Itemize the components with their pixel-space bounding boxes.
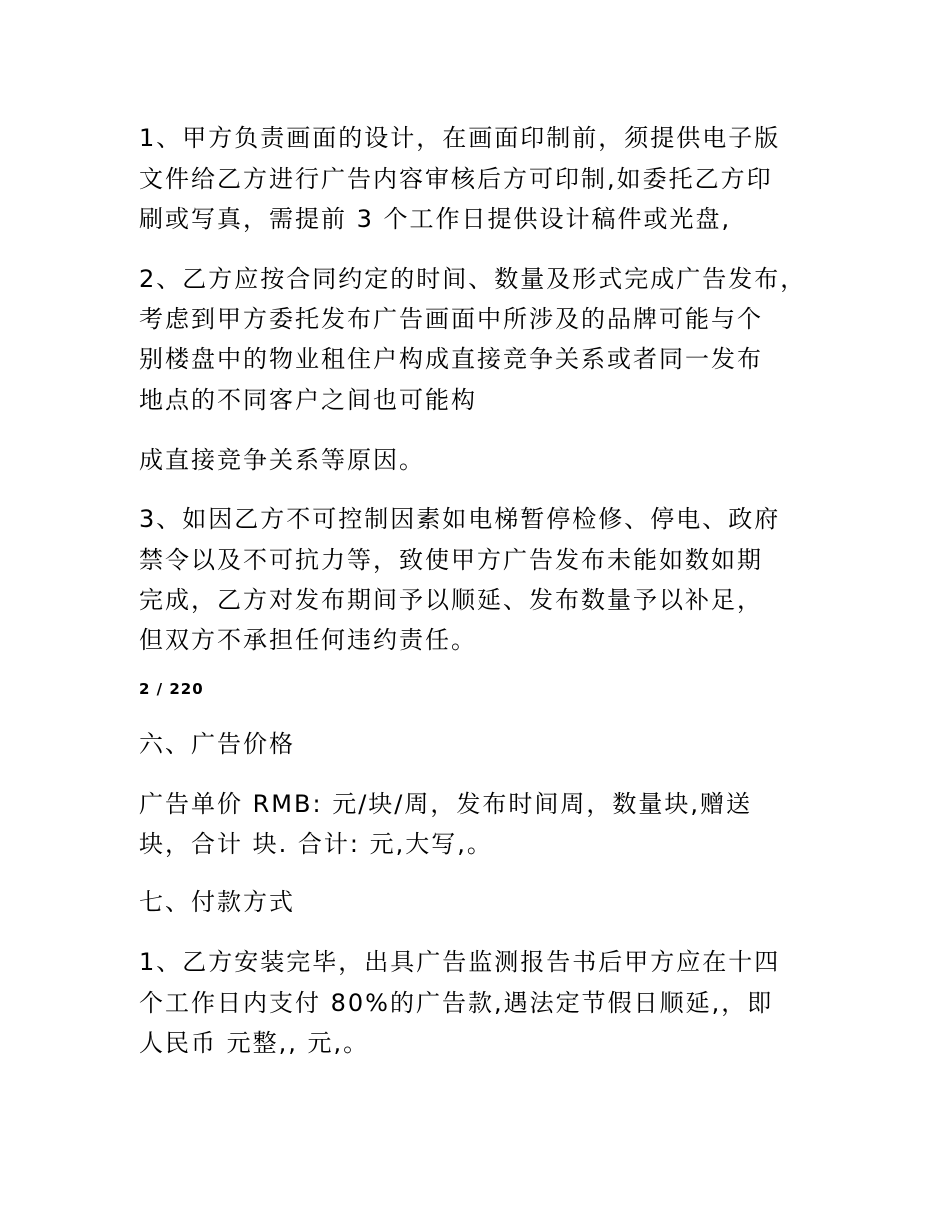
paragraph-4-line-4: 但双方不承担任何违约责任。 xyxy=(139,626,477,654)
paragraph-2-line-1: 2、乙方应按合同约定的时间、数量及形式完成广告发布， xyxy=(139,265,807,293)
paragraph-3-line-1: 成直接竞争关系等原因。 xyxy=(139,446,425,474)
payment-line-3: 人民币 元整,, 元,。 xyxy=(139,1029,370,1057)
paragraph-1-line-2: 文件给乙方进行广告内容审核后方可印制,如委托乙方印 xyxy=(139,165,773,193)
page-number: 2 / 220 xyxy=(139,680,204,698)
paragraph-2-line-3: 别楼盘中的物业租住户构成直接竞争关系或者同一发布 xyxy=(139,345,763,373)
payment-line-2: 个工作日内支付 80%的广告款,遇法定节假日顺延,，即 xyxy=(139,989,774,1017)
section-heading-payment: 七、付款方式 xyxy=(139,888,295,916)
paragraph-2-line-2: 考虑到甲方委托发布广告画面中所涉及的品牌可能与个 xyxy=(139,305,763,333)
paragraph-1-line-1: 1、甲方负责画面的设计，在画面印制前，须提供电子版 xyxy=(139,124,781,152)
paragraph-1-line-3: 刷或写真，需提前 3 个工作日提供设计稿件或光盘, xyxy=(139,205,732,233)
payment-line-1: 1、乙方安装完毕，出具广告监测报告书后甲方应在十四 xyxy=(139,948,781,976)
paragraph-4-line-2: 禁令以及不可抗力等，致使甲方广告发布未能如数如期 xyxy=(139,546,763,574)
paragraph-4-line-1: 3、如因乙方不可控制因素如电梯暂停检修、停电、政府 xyxy=(139,505,781,533)
section-heading-price: 六、广告价格 xyxy=(139,730,295,758)
paragraph-2-line-4: 地点的不同客户之间也可能构 xyxy=(139,386,477,414)
price-line-1: 广告单价 RMB: 元/块/周，发布时间周，数量块,赠送 xyxy=(139,790,752,818)
paragraph-4-line-3: 完成，乙方对发布期间予以顺延、发布数量予以补足， xyxy=(139,586,763,614)
price-line-2: 块，合计 块. 合计: 元,大写,。 xyxy=(139,830,493,858)
